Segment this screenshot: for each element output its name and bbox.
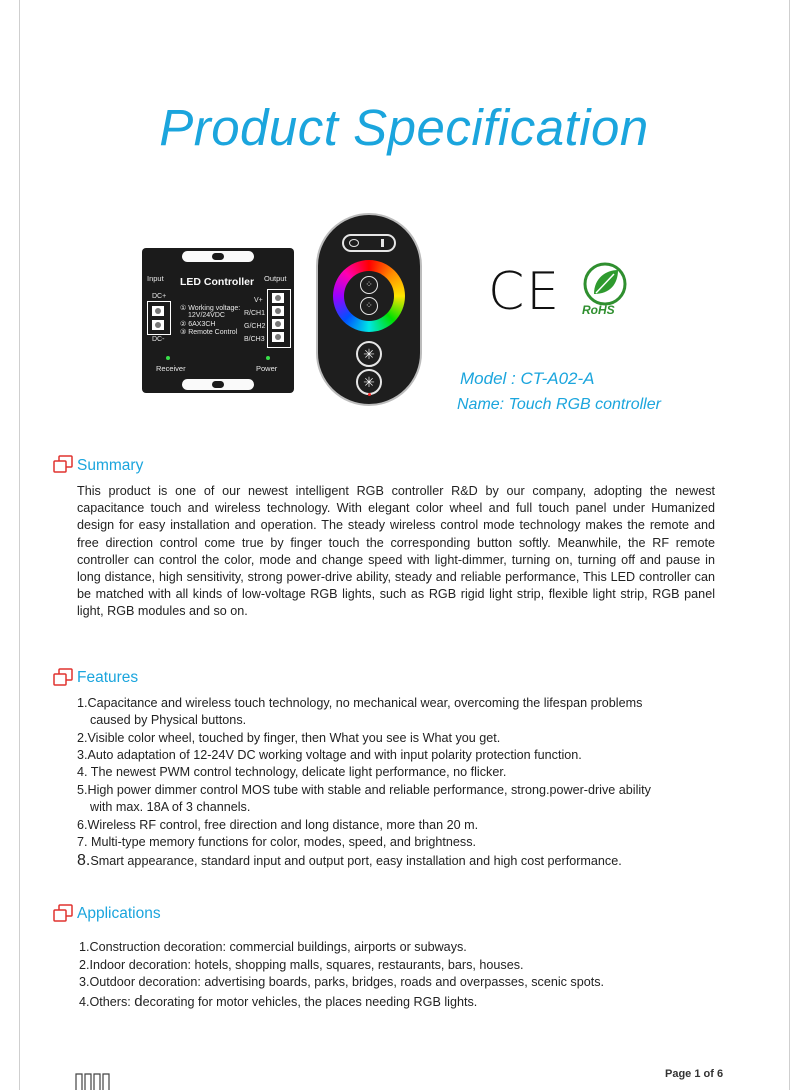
spec-line-1: ① Working voltage: bbox=[180, 305, 241, 312]
list-item bbox=[77, 852, 622, 870]
led-controller-image bbox=[142, 248, 294, 393]
item-prefix: 4.Others: bbox=[79, 995, 135, 1009]
power-label: Power bbox=[256, 364, 278, 373]
spec-line-2: 12V/24VDC bbox=[188, 312, 225, 319]
section-icon bbox=[53, 904, 73, 922]
summary-heading: Summary bbox=[77, 457, 144, 474]
receiver-label: Receiver bbox=[156, 364, 186, 373]
list-item: with max. 18A of 3 channels. bbox=[90, 800, 251, 814]
list-item bbox=[79, 993, 477, 1010]
list-item: 1.Construction decoration: commercial buildings, airports or subways. bbox=[79, 940, 467, 954]
list-item: 1.Capacitance and wireless touch technology, no mechanical wear, overcoming the lifespan problems bbox=[77, 696, 643, 710]
list-item: 5.High power dimmer control MOS tube with stable and reliable performance, strong.power-drive ability bbox=[77, 783, 651, 797]
mode-button-icon: ⁘ bbox=[360, 276, 378, 294]
model-number: Model : CT-A02-A bbox=[460, 369, 595, 388]
input-terminal-block bbox=[147, 301, 171, 335]
dc-plus-label: DC+ bbox=[152, 293, 167, 300]
product-name: Name: Touch RGB controller bbox=[457, 396, 661, 413]
power-led bbox=[266, 356, 270, 360]
page-title: Product Specification bbox=[159, 99, 649, 156]
list-item: 2.Visible color wheel, touched by finger, then What you see is What you get. bbox=[77, 731, 501, 745]
brand-logo-icon bbox=[74, 1068, 114, 1090]
spec-line-4: ③ Remote Control bbox=[180, 329, 238, 336]
list-item: caused by Physical buttons. bbox=[90, 713, 247, 727]
summary-text: This product is one of our newest intelligent RGB controller R&D by our company, adopting the newest capacitance touch and wireless technology. With elegant color wheel and full touch panel under Humanized design for easy installation and operation. The steady wireless control mode technology makes the remote and free direction control come true by finger touch the corresponding button softly. Meanwhile, the RF remote controller can control the color, mode and change speed with light-dimmer, turning on, turning off and pause in long distance, high sensitivity, strong power-drive ability, steady and reliable performance, This LED controller can be matched with all kinds of low-voltage RGB lights, such as RGB rigid light strip, flexible light strip, RGB panel light, RGB modules and so on. bbox=[77, 484, 715, 619]
list-item: 3.Auto adaptation of 12-24V DC working voltage and with input polarity protection function. bbox=[77, 748, 582, 762]
speed-button-icon: ⁘ bbox=[360, 297, 378, 315]
dc-minus-label: DC- bbox=[152, 336, 165, 343]
mount-slot-top bbox=[182, 251, 254, 262]
item-initial: d bbox=[134, 993, 143, 1010]
page-number: Page 1 of 6 bbox=[665, 1068, 724, 1080]
color-wheel bbox=[333, 260, 405, 332]
item-number: 8. bbox=[77, 852, 91, 869]
applications-heading: Applications bbox=[77, 905, 161, 922]
out-label-r: R/CH1 bbox=[244, 310, 266, 317]
touch-remote-image bbox=[316, 213, 422, 406]
brightness-up-icon: ✳ bbox=[356, 341, 382, 367]
rohs-label: RoHS bbox=[582, 303, 615, 317]
section-icon bbox=[53, 455, 73, 473]
section-icon bbox=[53, 668, 73, 686]
mount-slot-bottom bbox=[182, 379, 254, 390]
receiver-led bbox=[166, 356, 170, 360]
out-label-g: G/CH2 bbox=[244, 323, 266, 330]
list-item: 3.Outdoor decoration: advertising boards, parks, bridges, roads and overpasses, scenic spots. bbox=[79, 975, 605, 989]
controller-title: LED Controller bbox=[180, 276, 255, 288]
input-label: Input bbox=[147, 274, 164, 283]
item-text: Smart appearance, standard input and output port, easy installation and high cost performance. bbox=[90, 854, 622, 868]
power-switch-icon bbox=[342, 234, 396, 252]
out-label-b: B/CH3 bbox=[244, 336, 265, 343]
item-text: ecorating for motor vehicles, the places needing RGB lights. bbox=[142, 995, 478, 1009]
ce-mark: CE bbox=[488, 262, 562, 322]
spec-line-3: ② 6AX3CH bbox=[180, 321, 216, 328]
out-label-v: V+ bbox=[254, 297, 263, 304]
indicator-dot bbox=[368, 393, 371, 396]
list-item: 7. Multi-type memory functions for color, modes, speed, and brightness. bbox=[77, 835, 476, 849]
list-item: 2.Indoor decoration: hotels, shopping malls, squares, restaurants, bars, houses. bbox=[79, 958, 524, 972]
list-item: 6.Wireless RF control, free direction and long distance, more than 20 m. bbox=[77, 818, 479, 832]
output-terminal-block bbox=[267, 289, 291, 348]
brightness-down-icon: ✳ bbox=[356, 369, 382, 395]
list-item: 4. The newest PWM control technology, delicate light performance, no flicker. bbox=[77, 765, 507, 779]
features-heading: Features bbox=[77, 669, 139, 686]
output-label: Output bbox=[264, 274, 287, 283]
